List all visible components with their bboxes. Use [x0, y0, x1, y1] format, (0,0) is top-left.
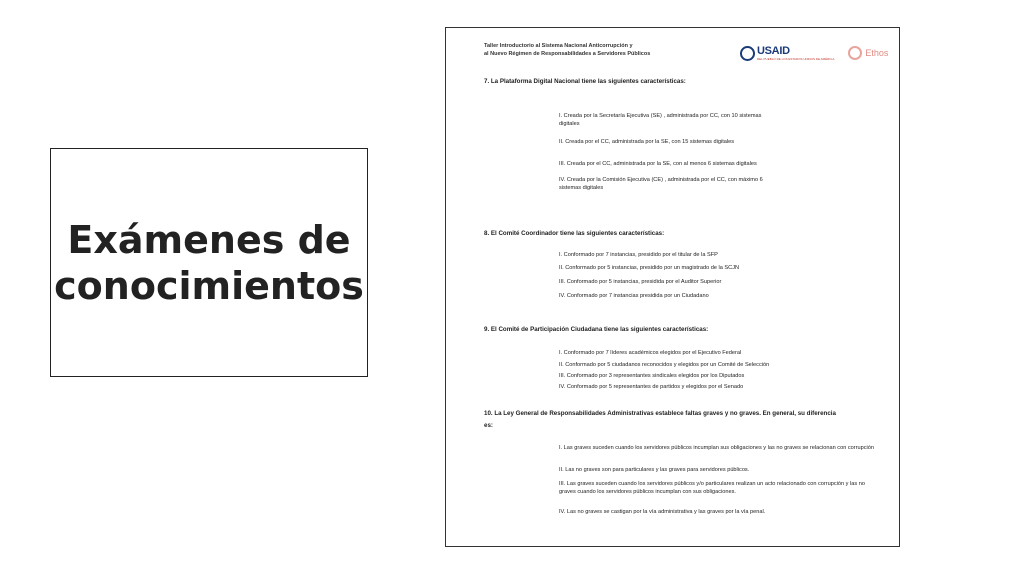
exam-document: [445, 27, 900, 547]
header-line1: Taller Introductorio al Sistema Nacional Anticorrupción y: [484, 43, 633, 49]
slide-title-box: [50, 148, 368, 377]
q7-option-4: IV. Creada por la Comisión Ejecutiva (CE) , administrada por el CC, con máximo 6 sistemas digitales: [559, 177, 763, 191]
usaid-subtitle: DEL PUEBLO DE LOS ESTADOS UNIDOS DE AMÉRICA: [757, 56, 835, 61]
question-7: 7. La Plataforma Digital Nacional tiene las siguientes características:: [484, 78, 686, 85]
slide-title-line1: Exámenes de: [67, 217, 351, 262]
q9-option-2: II. Conformado por 5 ciudadanos reconocidos y elegidos por un Comité de Selección: [559, 362, 770, 368]
document-header: [484, 42, 650, 58]
q8-option-4: IV. Conformado por 7 instancias presidida por un Ciudadano: [559, 293, 709, 299]
q9-option-3: III. Conformado por 3 representantes sindicales elegidos por los Diputados: [559, 373, 745, 379]
usaid-wordmark: USAID: [757, 44, 790, 57]
q7-option-1: I. Creada por la Secretaría Ejecutiva (SE) , administrada por CC, con 10 sistemas digitales: [559, 113, 762, 127]
q8-option-1: I. Conformado por 7 instancias, presidido por el titular de la SFP: [559, 252, 718, 258]
ethos-wordmark: Ethos: [865, 48, 889, 58]
question-9: 9. El Comité de Participación Ciudadana tiene las siguientes características:: [484, 326, 709, 333]
q8-option-2: II. Conformado por 5 instancias, presidido por un magistrado de la SCJN: [559, 265, 740, 271]
question-10: 10. La Ley General de Responsabilidades Administrativas establece faltas graves y no graves. En general, su diferencia es:: [484, 410, 836, 429]
slide-title: [54, 217, 364, 309]
q10-option-4: IV. Las no graves se castigan por la vía administrativa y las graves por la vía penal.: [559, 509, 766, 515]
usaid-seal-icon: [740, 46, 755, 61]
question-8: 8. El Comité Coordinador tiene las siguientes características:: [484, 230, 665, 237]
q10-option-2: II. Las no graves son para particulares y las graves para servidores públicos.: [559, 467, 750, 473]
q9-option-4: IV. Conformado por 5 representantes de partidos y elegidos por el Senado: [559, 384, 744, 390]
q9-option-1: I. Conformado por 7 líderes académicos elegidos por el Ejecutivo Federal: [559, 350, 742, 356]
header-line2: al Nuevo Régimen de Responsabilidades a Servidores Públicos: [484, 51, 651, 57]
q8-option-3: III. Conformado por 5 instancias, presidida por el Auditor Superior: [559, 279, 722, 285]
q7-option-2: II. Creada por el CC, administrada por la SE, con 15 sistemas digitales: [559, 139, 735, 145]
q10-option-3: III. Las graves suceden cuando los servidores públicos y/o particulares realizan un acto relacionado con corrupción y las no graves cuando los servidores públicos incumplan con sus obligaciones.: [559, 481, 865, 495]
usaid-logo: [740, 46, 834, 61]
logos: [740, 42, 888, 64]
slide-title-line2: conocimientos: [54, 263, 364, 308]
q10-option-1: I. Las graves suceden cuando los servidores públicos incumplan sus obligaciones y las no graves se relacionan con corrupción: [559, 445, 874, 451]
ethos-circle-icon: [848, 46, 862, 60]
ethos-logo: [848, 46, 888, 60]
q7-option-3: III. Creada por el CC, administrada por la SE, con al menos 6 sistemas digitales: [559, 161, 757, 167]
